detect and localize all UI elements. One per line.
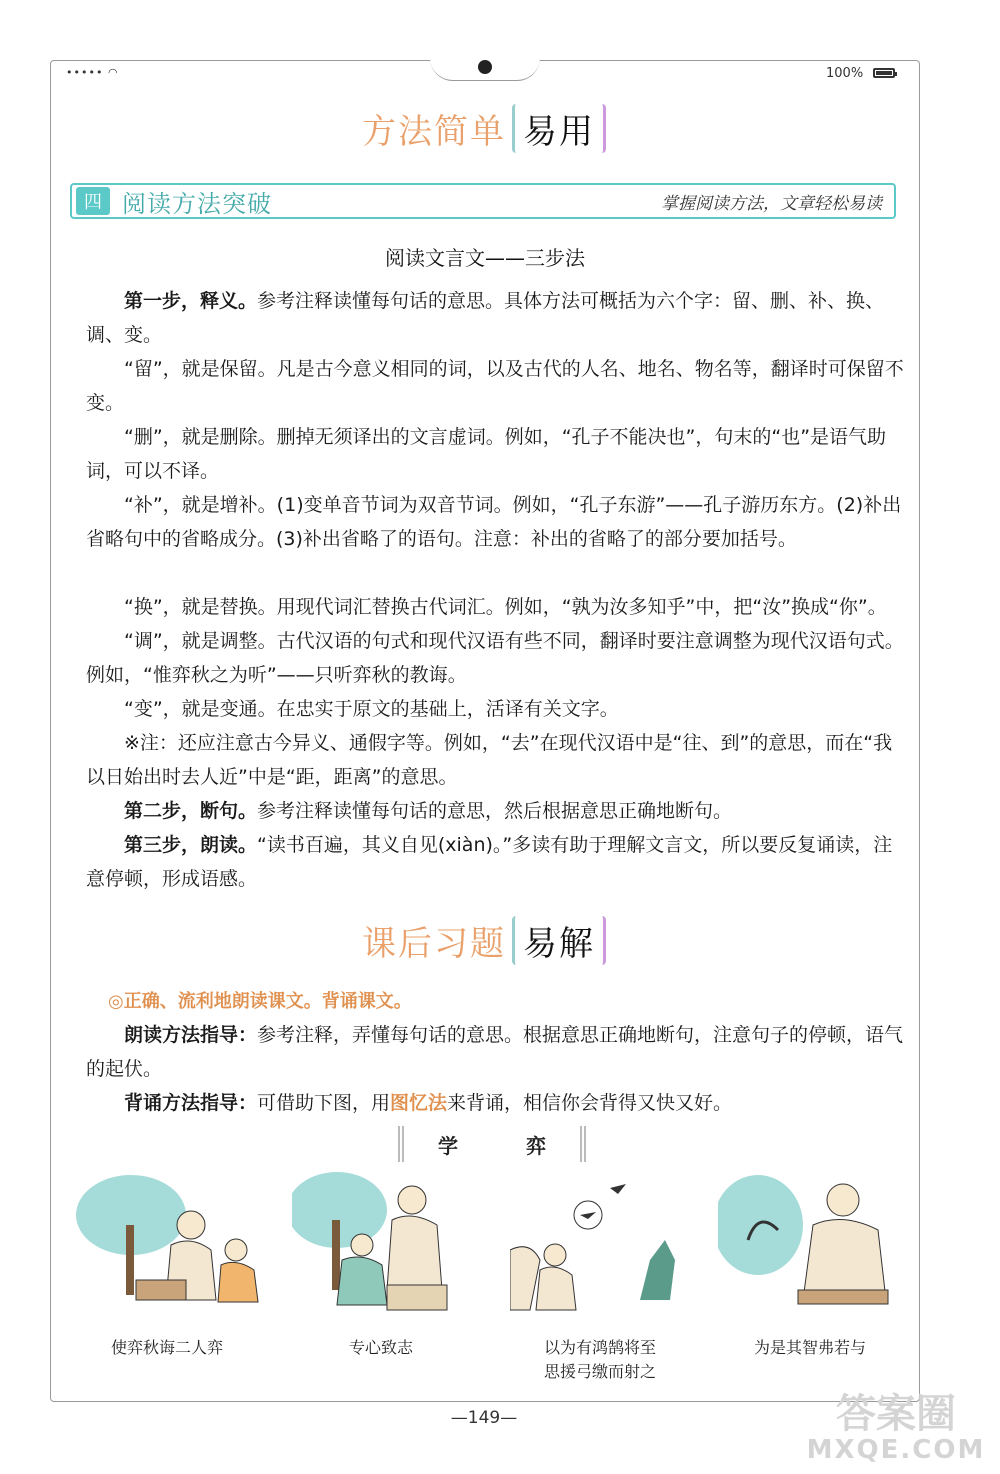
paragraph-tiao [86, 624, 906, 692]
paragraph-text: “留”，就是保留。凡是古今意义相同的词，以及古代的人名、地名、物名等，翻译时可保留不变。 [86, 358, 904, 414]
paragraph-text: “补”，就是增补。(1)变单音节词为双音节词。例如，“孔子东游”——孔子游历东方。(2)补出省略句中的省略成分。(3)补出省略了的语句。注意：补出的省略了的部分要加括号。 [86, 494, 902, 550]
section-heading-method [362, 100, 606, 156]
section-heading-exercise [362, 912, 606, 968]
paragraph-text: 参考注释读懂每句话的意思。具体方法可概括为六个字：留、删、补、换、调、变。 [86, 290, 885, 346]
paragraph-text: “变”，就是变通。在忠实于原文的基础上，活译有关文字。 [124, 698, 619, 720]
exercise-heading: ◎正确、流利地朗读课文。背诵课文。 [108, 991, 412, 1012]
recite-method-highlight: 图忆法 [390, 1092, 448, 1114]
watermark-logo [806, 1391, 986, 1466]
heading-dark-text: 易用 [512, 104, 606, 153]
banner-title: 阅读方法突破 [122, 189, 272, 218]
paragraph-bold: 第二步，断句。 [124, 800, 258, 822]
paragraph-step1 [86, 284, 906, 352]
caption-panel-3: 以为有鸿鹄将至 思援弓缴而射之 [543, 1338, 656, 1381]
recite-guide [86, 1086, 906, 1120]
illustration-panel-3 [510, 1170, 680, 1320]
paragraph-liu [86, 352, 906, 420]
camera-icon [478, 60, 492, 74]
caption-panel-2: 专心致志 [348, 1338, 413, 1357]
battery-icon [873, 68, 895, 78]
paragraph-step3 [86, 828, 906, 896]
signal-icon: ••••• ◠ [66, 66, 119, 79]
watermark-text: 答案圈 [836, 1391, 956, 1437]
heading-light-text: 课后习题 [362, 923, 506, 964]
reading-method-banner [70, 183, 896, 219]
illustration-panel-1 [76, 1170, 266, 1320]
recite-guide-label: 背诵方法指导： [124, 1092, 258, 1114]
banner-number: 四 [76, 187, 110, 215]
paragraph-bian [86, 692, 906, 726]
paragraph-text: ※注：还应注意古今异义、通假字等。例如，“去”在现代汉语中是“往、到”的意思，而在“我以日始出时去人近”中是“距，距离”的意思。 [86, 732, 893, 788]
reading-guide [86, 1018, 906, 1086]
paragraph-bu [86, 488, 906, 556]
paragraph-note [86, 726, 906, 794]
paragraph-text: “调”，就是调整。古代汉语的句式和现代汉语有些不同，翻译时要注意调整为现代汉语句式。例如，“惟弈秋之为听”——只听弈秋的教诲。 [86, 630, 904, 686]
paragraph-bold: 第三步，朗读。 [124, 834, 258, 856]
illustration-title-char: 弈 [526, 1133, 546, 1158]
heading-light-text: 方法简单 [362, 111, 506, 152]
banner-slogan: 掌握阅读方法，文章轻松易读 [661, 193, 882, 214]
watermark-url: MXQE.COM [806, 1435, 986, 1465]
illustration-title [398, 1126, 586, 1162]
battery-percentage: 100% [826, 66, 864, 81]
paragraph-huan [86, 590, 906, 624]
article-title: 阅读文言文——三步法 [385, 246, 585, 270]
paragraph-shan [86, 420, 906, 488]
reading-guide-label: 朗读方法指导： [124, 1024, 258, 1046]
heading-dark-text: 易解 [512, 916, 606, 965]
paragraph-text: “读书百遍，其义自见(xiàn)。”多读有助于理解文言文，所以要反复诵读，注意停顿，形成语感。 [86, 834, 893, 890]
reading-guide-text: 参考注释，弄懂每句话的意思。根据意思正确地断句，注意句子的停顿，语气的起伏。 [86, 1024, 904, 1080]
illustration-panel-4 [718, 1170, 898, 1320]
paragraph-step2 [86, 794, 906, 828]
caption-panel-1: 使弈秋诲二人弈 [110, 1338, 223, 1357]
recite-guide-text-end: 来背诵，相信你会背得又快又好。 [447, 1092, 733, 1114]
paragraph-text: 参考注释读懂每句话的意思，然后根据意思正确地断句。 [257, 800, 733, 822]
recite-guide-text: 可借助下图，用 [257, 1092, 391, 1114]
paragraph-text: “换”，就是替换。用现代词汇替换古代词汇。例如，“孰为汝多知乎”中，把“汝”换成“你”。 [124, 596, 887, 618]
paragraph-text: “删”，就是删除。删掉无须译出的文言虚词。例如，“孔子不能决也”，句末的“也”是语气助词，可以不译。 [86, 426, 887, 482]
page-number: —149— [450, 1408, 518, 1428]
illustration-panel-2 [292, 1170, 472, 1320]
caption-panel-4: 为是其智弗若与 [753, 1338, 866, 1357]
illustration-title-char: 学 [438, 1133, 458, 1158]
paragraph-bold: 第一步，释义。 [124, 290, 258, 312]
